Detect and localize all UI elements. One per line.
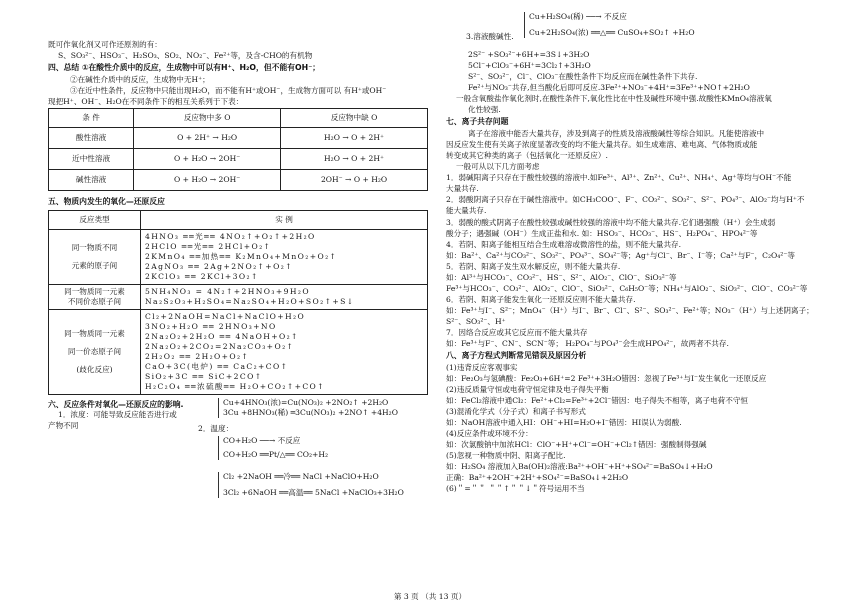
table-cell: 近中性溶液	[49, 149, 134, 170]
temperature-label: 2．温度：	[198, 423, 234, 433]
acidity-block	[446, 12, 840, 50]
section-6-line: 产物不同	[48, 420, 79, 430]
reaction-type-line: 同一物质不同	[71, 242, 118, 252]
table-cell: 2OH⁻ → O + H₂O	[281, 170, 428, 191]
equation: 2KMnO₄ ══加热══ K₂MnO₄+MnO₂+O₂↑	[145, 251, 338, 261]
text-line: Fe²⁺与NO₃⁻共存,但当酸化后即可反应.3Fe²⁺+NO₃⁻+4H⁺=3Fe³⁺+NO↑+2H₂O	[468, 83, 750, 93]
equation: CO+H₂O ──→ 不反应	[223, 435, 301, 445]
table-cell: 碱性溶液	[49, 170, 134, 191]
table-header: 条 件	[49, 109, 134, 128]
list-item: (2)违反质量守恒或电荷守恒定律及电子得失平衡	[446, 385, 609, 394]
list-item: 如：Ba²⁺、Ca²⁺与CO₃²⁻、SO₃²⁻、PO₄³⁻、SO₄²⁻等；Ag⁺与Cl⁻、Br⁻、I⁻等；Ca²⁺与F⁻，C₂O₄²⁻等	[446, 250, 795, 260]
section-8-title: 八、离子方程式判断常见错误及原因分析	[446, 350, 587, 360]
section-5-title: 五、物质内发生的氧化—还原反应	[48, 197, 165, 207]
equation: 4HNO₃ ══光══ 4NO₂↑+O₂↑+2H₂O	[145, 231, 316, 241]
equation: Cu+2H₂SO₄(浓) ══△══ CuSO₄+SO₂↑ +H₂O	[529, 28, 695, 38]
example-cell	[141, 309, 428, 394]
section-7-title: 七、离子共存问题	[446, 117, 509, 127]
table-header-row	[49, 109, 428, 128]
list-item: 能大量共存.	[446, 206, 487, 216]
list-item: 如：Fe³⁺与I⁻、S²⁻；MnO₄⁻（H⁺）与I⁻、Br⁻、Cl⁻、S²⁻、SO₃²⁻、Fe²⁺等；NO₃⁻（H⁺）与上述阴离子；	[446, 305, 814, 315]
equation: 2Na₂O₂+2CO₂=2Na₂CO₃+O₂↑	[145, 341, 295, 351]
section-4-line: ②在碱性介质中的反应，生成物中无H⁺；	[70, 75, 210, 85]
oxygen-balance-table	[48, 108, 428, 191]
reaction-type-line: 同一物质同一元素	[64, 328, 125, 338]
table-row	[49, 229, 428, 284]
acidity-label: 3.溶液酸碱性.	[466, 32, 514, 41]
list-item: (4)反应条件或环境不分：	[446, 429, 533, 439]
table-header: 反应类型	[49, 210, 141, 229]
table-row	[49, 149, 428, 170]
section-7-intro: 转变成其它种类的离子（包括氧化一还原反应）.	[446, 151, 608, 161]
equation: 2Na₂O₂+2H₂O ══ 4NaOH+O₂↑	[145, 331, 299, 341]
section-6	[48, 398, 428, 508]
table-cell: 酸性溶液	[49, 128, 134, 149]
section-4-line: 现把H⁺、OH⁻、H₂O在不同条件下的相互关系列于下表：	[48, 97, 244, 107]
equation: Cu+4HNO₃(浓)=Cu(NO₃)₂ +2NO₂↑ +2H₂O	[223, 397, 389, 407]
list-item: 酸分子；遇强碱（OH⁻）生成正盐和水. 如：HSO₃⁻、HCO₃⁻、HS⁻、H₂PO₄⁻、HPO₄²⁻等	[446, 228, 758, 238]
temperature-equations-cl	[218, 472, 404, 498]
equation: 2H₂O₂ ══ 2H₂O+O₂↑	[145, 351, 250, 361]
concentration-equations	[218, 398, 398, 418]
intro-line: S、SO₃²⁻、HSO₃⁻、H₂SO₃、SO₂、NO₂⁻、Fe²⁺等，及含-CHO的有机物	[58, 51, 313, 61]
table-header: 反应物中多 O	[134, 109, 281, 128]
equation: CaO+3C(电炉) ══ CaC₂+CO↑	[145, 361, 289, 371]
page-footer: 第 3 页 （共 13 页）	[393, 592, 467, 601]
equation: CO+H₂O ══Pt/△══ CO₂+H₂	[223, 449, 329, 459]
list-item: 如：FeCl₂溶液中通Cl₂：Fe²⁺+Cl₂=Fe³⁺+2Cl⁻错因：电子得失不相等，离子电荷不守恒	[446, 396, 749, 406]
equation: 5NH₄NO₃ = 4N₂↑+2HNO₃+9H₂O	[145, 286, 310, 296]
table-cell: O + H₂O → 2OH⁻	[134, 170, 281, 191]
equation: Cl₂+2NaOH=NaCl+NaClO+H₂O	[145, 311, 306, 321]
list-item: (6)＂=＂＂ ＂＂↑＂＂↓＂符号运用不当	[446, 484, 585, 494]
list-item: (5)忽视一种物质中阴、阳离子配比.	[446, 451, 566, 461]
table-row	[49, 284, 428, 309]
table-header: 实 例	[141, 210, 428, 229]
equation: 2KClO₃ ══ 2KCl+3O₂↑	[145, 271, 259, 281]
temperature-equations-co	[218, 436, 328, 460]
intro-line: 既可作氧化剂又可作还原剂的有：	[48, 40, 162, 49]
list-item: 如：Fe₂O₃与氢碘酸：Fe₂O₃+6H⁺=2 Fe³⁺+3H₂O错因：忽视了Fe³⁺与I⁻发生氧化一还原反应	[446, 373, 767, 383]
left-column	[48, 40, 428, 508]
text-line: 一般含氧酸盐作氧化剂时,在酸性条件下,氧化性比在中性及碱性环境中强.故酸性KMnO₄溶液氧	[456, 94, 772, 104]
reaction-type-cell	[49, 229, 141, 284]
reaction-type-line: 元素的原子间	[71, 260, 118, 270]
section-4-line: ③在近中性条件，反应物中只能出现H₂O，而不能有H⁺或OH⁻，生成物方面可以 有H⁺或OH⁻	[70, 86, 387, 96]
equation: 3Cl₂ +6NaOH ══高温══ 5NaCl +NaClO₃+3H₂O	[223, 487, 404, 497]
list-item: S²⁻、SO₃²⁻、H⁺	[446, 316, 506, 326]
table-cell: H₂O → O + 2H⁺	[281, 128, 428, 149]
list-item: (1)违背反应客观事实	[446, 362, 518, 372]
equation: 3Cu +8HNO₃(稀) ═3Cu(NO₃)₂ +2NO↑ +4H₂O	[223, 407, 398, 417]
reaction-type-line: 同一物质同一元素	[64, 286, 125, 296]
list-item: 2．弱酸阴离子只存在于碱性溶液中。如CH₃COO⁻、F⁻、CO₃²⁻、SO₃²⁻、S²⁻、PO₄³⁻、AlO₂⁻均与H⁺不	[446, 195, 805, 205]
reaction-type-line: 同一价态原子间	[67, 346, 122, 356]
list-item: 1．弱碱阳离子只存在于酸性较强的溶液中.如Fe³⁺、Al³⁺、Zn²⁺、Cu²⁺、NH₄⁺、Ag⁺等均与OH⁻不能	[446, 173, 792, 183]
list-item: 6．若阴、阳离子能发生氧化一还原反应则不能大量共存.	[446, 294, 636, 304]
table-row	[49, 170, 428, 191]
list-item: 3．弱酸的酸式阴离子在酸性较强或碱性较强的溶液中均不能大量共存.它们遇强酸（H⁺）会生成弱	[446, 217, 776, 227]
text-line: 化性较强.	[468, 105, 501, 115]
table-cell: O + 2H⁺ → H₂O	[134, 128, 281, 149]
acidity-equations	[524, 12, 695, 38]
equation: 2HClO ══光══ 2HCl+O₂↑	[145, 241, 272, 251]
equation: 2AgNO₃ ══ 2Ag+2NO₂↑+O₂↑	[145, 261, 293, 271]
list-item: 如：Fe³⁺与F⁻、CN⁻、SCN⁻等； H₂PO₄⁻与PO₄³⁻会生成HPO₄²⁻，故两者不共存.	[446, 338, 729, 348]
example-cell	[141, 229, 428, 284]
list-item: 7．因络合反应或其它反应而不能大量共存	[446, 327, 588, 337]
equation: SiO₂+3C ══ SiC+2CO↑	[145, 371, 263, 381]
section-4-title: 四、总结 ①在酸性介质中的反应，生成物中可以有H⁺、H₂O，但不能有OH⁻；	[48, 63, 321, 73]
list-item: 如：NaOH溶液中通入HI：OH⁻+HI=H₂O+I⁻错因：HI误认为弱酸.	[446, 418, 682, 428]
redox-examples-table	[48, 210, 428, 395]
section-6-title: 六、反应条件对氧化—还原反应的影响.	[48, 399, 184, 409]
reaction-type-line: 不同价态原子间	[67, 296, 122, 306]
table-header-row	[49, 210, 428, 229]
reaction-type-cell	[49, 284, 141, 309]
equation: Na₂S₂O₃+H₂SO₄=Na₂SO₄+H₂O+SO₂↑+S↓	[145, 296, 355, 306]
section-6-line: 1．浓度：可能导致反应能否进行或	[58, 409, 177, 419]
example-cell	[141, 284, 428, 309]
text-line: S²⁻、SO₃²⁻，Cl⁻、ClO₃⁻在酸性条件下均反应而在碱性条件下共存.	[468, 72, 698, 82]
list-item: 如：H₂SO₄ 溶液加入Ba(OH)₂溶液:Ba²⁺+OH⁻+H⁺+SO₄²⁻=BaSO₄↓+H₂O	[446, 462, 713, 472]
equation: H₂C₂O₄ ══浓硫酸══ H₂O+CO₂↑+CO↑	[145, 381, 325, 391]
section-7-intro: 因反应发生使有关离子浓度显著改变的均不能大量共存。如生成难溶、难电离、气体物质或能	[446, 140, 758, 150]
list-item: (3)混淆化学式（分子式）和离子书写形式	[446, 407, 586, 417]
list-item: 4．若阴、阳离子能相互结合生成难溶或微溶性的盐，则不能大量共存.	[446, 239, 682, 249]
table-row	[49, 128, 428, 149]
table-cell: O + H₂O → 2OH⁻	[134, 149, 281, 170]
text-line: 2S²⁻ +SO₃²⁻+6H+=3S↓+3H₂O	[468, 50, 590, 59]
table-cell: H₂O → O + 2H⁺	[281, 149, 428, 170]
list-item: 正确：Ba²⁺+2OH⁻+2H⁺+SO₄²⁻=BaSO₄↓+2H₂O	[446, 473, 629, 483]
equation: 3NO₂+H₂O ══ 2HNO₃+NO	[145, 321, 277, 331]
list-item: 大量共存.	[446, 184, 479, 194]
table-row	[49, 309, 428, 394]
reaction-type-cell	[49, 309, 141, 394]
list-item: 如：Al³⁺与HCO₃⁻、CO₃²⁻、HS⁻、S²⁻、AlO₂⁻、ClO⁻、SiO₃²⁻等	[446, 272, 677, 282]
list-item: 5．若阴、阳离子发生双水解反应，则不能大量共存.	[446, 261, 621, 271]
section-7-intro: 离子在溶液中能否大量共存，涉及到离子的性质及溶液酸碱性等综合知识。凡能使溶液中	[468, 129, 765, 139]
reaction-type-line: (歧化反应)	[76, 364, 113, 374]
section-7-intro: 一般可从以下几方面考虑	[456, 162, 540, 172]
right-column	[446, 12, 840, 495]
text-line: 5Cl⁻+ClO₃⁻+6H⁺=3Cl₂↑+3H₂O	[468, 61, 591, 71]
list-item: 如：次氯酸钠中加浓HCl：ClO⁻+H⁺+Cl⁻=OH⁻+Cl₂↑错因：强酸制得强碱	[446, 440, 707, 450]
list-item: Fe³⁺与HCO₃⁻、CO₃²⁻、AlO₂⁻、ClO⁻、SiO₃²⁻、C₆H₅O⁻等；NH₄⁺与AlO₂⁻、SiO₃²⁻、ClO⁻、CO₃²⁻等	[446, 283, 808, 293]
table-header: 反应物中缺 O	[281, 109, 428, 128]
equation: Cl₂ +2NaOH ══冷══ NaCl +NaClO+H₂O	[223, 471, 379, 481]
equation: Cu+H₂SO₄(稀) ──→ 不反应	[529, 12, 627, 21]
